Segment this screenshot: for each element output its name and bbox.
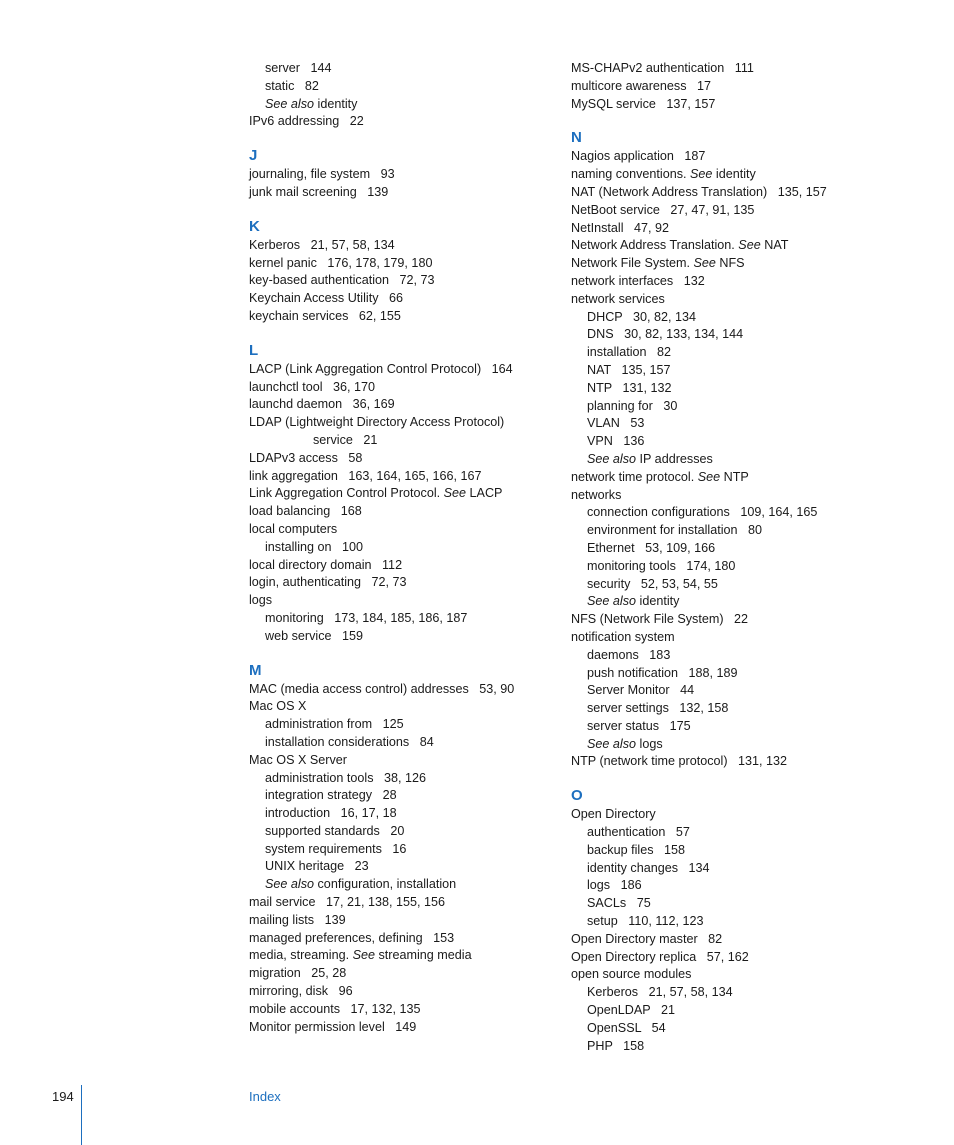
entry-text: environment for installation 80 <box>587 523 763 538</box>
index-entry <box>571 753 871 771</box>
index-entry <box>249 521 539 539</box>
entry-text: MAC (media access control) addresses 53, 90 <box>249 681 515 696</box>
index-entry <box>571 148 871 166</box>
index-entry <box>249 255 539 273</box>
index-subentry <box>571 504 871 522</box>
index-entry <box>571 949 871 967</box>
entry-text: MS-CHAPv2 authentication 111 <box>571 61 754 75</box>
entry-text: load balancing 168 <box>249 504 362 519</box>
entry-text: LDAP (Lightweight Directory Access Protocol) <box>249 415 505 430</box>
index-entry <box>249 272 539 290</box>
page-number: 194 <box>52 1089 74 1104</box>
entry-text: web service 159 <box>265 628 364 643</box>
entry-text: Mac OS X <box>249 699 307 714</box>
index-entry <box>249 184 539 202</box>
entry-text: UNIX heritage 23 <box>265 859 369 874</box>
index-subentry <box>571 1020 871 1038</box>
see-reference: See <box>690 167 713 182</box>
index-entry <box>571 78 871 96</box>
entry-text: planning for 30 <box>587 398 678 413</box>
entry-text: key-based authentication 72, 73 <box>249 273 435 288</box>
entry-text: login, authenticating 72, 73 <box>249 575 407 590</box>
index-letter-heading: K <box>249 217 260 235</box>
entry-text: mirroring, disk 96 <box>249 984 353 999</box>
entry-text: NAT 135, 157 <box>587 362 671 377</box>
entry-text: system requirements 16 <box>265 841 407 856</box>
index-subentry <box>571 984 871 1002</box>
entry-text: administration from 125 <box>265 717 404 732</box>
entry-text: mobile accounts 17, 132, 135 <box>249 1001 421 1016</box>
index-subentry <box>571 362 871 380</box>
index-letter-heading: N <box>571 129 582 147</box>
index-entry <box>249 912 539 930</box>
index-entry <box>249 468 539 486</box>
index-subentry <box>571 842 871 860</box>
index-entry <box>249 113 539 131</box>
index-subentry <box>571 877 871 895</box>
index-entry <box>249 361 539 379</box>
entry-text: security 52, 53, 54, 55 <box>587 576 718 591</box>
index-entry <box>571 60 871 78</box>
entry-text: backup files 158 <box>587 842 686 857</box>
index-subentry <box>571 913 871 931</box>
index-subentry <box>571 326 871 344</box>
entry-text: identity <box>636 594 680 609</box>
index-letter-heading: M <box>249 661 262 679</box>
entry-text: Open Directory <box>571 807 656 822</box>
entry-text: OpenSSL 54 <box>587 1020 666 1035</box>
entry-text: MySQL service 137, 157 <box>571 96 716 111</box>
index-subentry <box>571 718 871 736</box>
index-entry <box>571 202 871 220</box>
index-entry <box>571 273 871 291</box>
see-reference: See <box>738 238 761 253</box>
index-entry <box>249 965 539 983</box>
index-letter-heading: J <box>249 147 258 165</box>
index-subentry <box>571 824 871 842</box>
entry-text: open source modules <box>571 967 692 982</box>
index-subentry <box>249 432 539 450</box>
index-entry <box>249 379 539 397</box>
entry-text: NFS (Network File System) 22 <box>571 612 749 627</box>
entry-text: Monitor permission level 149 <box>249 1019 417 1034</box>
entry-text: mail service 17, 21, 138, 155, 156 <box>249 895 446 910</box>
see-reference: See <box>352 948 376 963</box>
entry-text: SACLs 75 <box>587 896 651 911</box>
entry-text: Open Directory master 82 <box>571 931 723 946</box>
entry-text: Mac OS X Server <box>249 752 347 767</box>
index-subentry <box>249 734 539 752</box>
entry-text: LACP (Link Aggregation Control Protocol) 164 <box>249 361 513 376</box>
entry-text: Link Aggregation Control Protocol. <box>249 486 444 501</box>
index-entry <box>249 414 539 432</box>
entry-text: identity <box>712 167 756 182</box>
index-letter-heading: O <box>571 787 583 805</box>
index-entry <box>249 450 539 468</box>
entry-text: naming conventions. <box>571 167 691 182</box>
entry-text: authentication 57 <box>587 825 690 840</box>
index-subentry <box>249 716 539 734</box>
see-reference: See also <box>265 877 315 892</box>
index-entry <box>571 184 871 202</box>
index-subentry <box>249 770 539 788</box>
entry-text: VPN 136 <box>587 434 645 449</box>
index-column-left <box>249 60 539 1036</box>
entry-text: IPv6 addressing 22 <box>249 114 364 129</box>
index-subentry <box>249 610 539 628</box>
footer-divider <box>81 1085 82 1145</box>
index-entry <box>571 931 871 949</box>
entry-text: NetInstall 47, 92 <box>571 220 670 235</box>
index-subentry <box>571 398 871 416</box>
entry-text: local computers <box>249 521 338 536</box>
index-entry <box>249 983 539 1001</box>
index-subentry <box>571 700 871 718</box>
index-subentry <box>249 858 539 876</box>
entry-text: NTP <box>720 469 749 484</box>
index-entry <box>571 237 871 255</box>
index-entry <box>571 966 871 984</box>
entry-text: setup 110, 112, 123 <box>587 914 704 929</box>
entry-text: static 82 <box>265 78 319 93</box>
entry-text: journaling, file system 93 <box>249 167 395 182</box>
index-entry <box>571 611 871 629</box>
index-entry <box>249 592 539 610</box>
entry-text: OpenLDAP 21 <box>587 1003 675 1018</box>
index-subentry <box>249 805 539 823</box>
index-subentry <box>249 78 539 96</box>
index-entry <box>571 96 871 114</box>
index-subentry <box>571 540 871 558</box>
entry-text: link aggregation 163, 164, 165, 166, 167 <box>249 468 482 483</box>
entry-text: supported standards 20 <box>265 823 405 838</box>
entry-text: push notification 188, 189 <box>587 665 738 680</box>
index-entry <box>249 698 539 716</box>
entry-text: server settings 132, 158 <box>587 701 729 716</box>
index-subentry <box>249 823 539 841</box>
entry-text: monitoring tools 174, 180 <box>587 558 736 573</box>
index-entry <box>249 930 539 948</box>
entry-text: installation 82 <box>587 345 672 360</box>
see-reference: See also <box>587 451 637 466</box>
entry-text: server status 175 <box>587 718 691 733</box>
index-entry <box>249 166 539 184</box>
entry-text: Kerberos 21, 57, 58, 134 <box>249 237 395 252</box>
entry-text: NFS <box>715 256 745 271</box>
entry-text: configuration, installation <box>314 877 457 892</box>
index-entry <box>249 485 539 503</box>
index-subentry <box>249 539 539 557</box>
entry-text: streaming media <box>375 948 472 963</box>
index-subentry <box>571 576 871 594</box>
entry-text: LDAPv3 access 58 <box>249 450 363 465</box>
see-reference: See <box>693 256 716 271</box>
index-entry <box>571 629 871 647</box>
index-subentry <box>571 665 871 683</box>
index-entry <box>249 894 539 912</box>
index-entry <box>571 487 871 505</box>
see-reference: See also <box>265 96 315 111</box>
entry-text: LACP <box>466 486 503 501</box>
entry-text: NTP 131, 132 <box>587 380 672 395</box>
index-subentry <box>571 736 871 754</box>
entry-text: IP addresses <box>636 451 713 466</box>
index-subentry <box>571 1002 871 1020</box>
index-subentry <box>249 876 539 894</box>
entry-text: managed preferences, defining 153 <box>249 930 455 945</box>
index-entry <box>571 166 871 184</box>
index-subentry <box>571 451 871 469</box>
index-subentry <box>249 96 539 114</box>
index-subentry <box>571 647 871 665</box>
index-subentry <box>571 593 871 611</box>
index-column-right <box>571 60 871 1055</box>
entry-text: installation considerations 84 <box>265 734 434 749</box>
index-entry <box>249 237 539 255</box>
entry-text: junk mail screening 139 <box>249 184 389 199</box>
entry-text: Kerberos 21, 57, 58, 134 <box>587 985 733 1000</box>
entry-text: network interfaces 132 <box>571 273 705 288</box>
entry-text: identity <box>314 96 358 111</box>
entry-text: DNS 30, 82, 133, 134, 144 <box>587 327 744 342</box>
entry-text: logs <box>636 736 663 751</box>
index-entry <box>249 1001 539 1019</box>
entry-text: launchctl tool 36, 170 <box>249 379 376 394</box>
index-subentry <box>571 415 871 433</box>
entry-text: network time protocol. <box>571 469 698 484</box>
entry-text: local directory domain 112 <box>249 557 403 572</box>
entry-text: Keychain Access Utility 66 <box>249 291 403 306</box>
entry-text: NTP (network time protocol) 131, 132 <box>571 754 788 769</box>
entry-text: network services <box>571 291 665 306</box>
index-subentry <box>571 682 871 700</box>
index-entry <box>249 503 539 521</box>
index-entry <box>249 752 539 770</box>
index-subentry <box>571 344 871 362</box>
index-entry <box>571 291 871 309</box>
entry-text: daemons 183 <box>587 647 671 662</box>
entry-text: keychain services 62, 155 <box>249 308 401 323</box>
see-reference: See also <box>587 736 637 751</box>
index-entry <box>571 806 871 824</box>
index-entry <box>249 574 539 592</box>
entry-text: integration strategy 28 <box>265 788 397 803</box>
entry-text: introduction 16, 17, 18 <box>265 806 397 821</box>
entry-text: networks <box>571 487 622 502</box>
entry-text: monitoring 173, 184, 185, 186, 187 <box>265 610 468 625</box>
entry-text: Nagios application 187 <box>571 149 706 164</box>
index-subentry <box>249 787 539 805</box>
entry-text: Ethernet 53, 109, 166 <box>587 540 716 555</box>
see-reference: See also <box>587 594 637 609</box>
entry-text: NAT (Network Address Translation) 135, 157 <box>571 184 827 199</box>
entry-text: notification system <box>571 629 675 644</box>
entry-text: logs <box>249 593 273 608</box>
index-entry <box>249 1019 539 1037</box>
index-subentry <box>571 522 871 540</box>
entry-text: service 21 <box>313 432 378 447</box>
entry-text: PHP 158 <box>587 1038 645 1053</box>
index-entry <box>249 557 539 575</box>
index-entry <box>249 947 539 965</box>
index-entry <box>249 396 539 414</box>
entry-text: logs 186 <box>587 878 642 893</box>
index-entry <box>249 308 539 326</box>
entry-text: migration 25, 28 <box>249 966 347 981</box>
index-subentry <box>571 558 871 576</box>
index-subentry <box>571 380 871 398</box>
section-title-link[interactable]: Index <box>249 1089 281 1104</box>
entry-text: NAT <box>760 238 789 253</box>
index-subentry <box>571 309 871 327</box>
index-entry <box>249 290 539 308</box>
entry-text: launchd daemon 36, 169 <box>249 397 395 412</box>
entry-text: Open Directory replica 57, 162 <box>571 949 749 964</box>
index-subentry <box>249 841 539 859</box>
index-entry <box>571 255 871 273</box>
index-subentry <box>571 433 871 451</box>
entry-text: kernel panic 176, 178, 179, 180 <box>249 255 433 270</box>
entry-text: mailing lists 139 <box>249 912 346 927</box>
index-entry <box>571 469 871 487</box>
entry-text: connection configurations 109, 164, 165 <box>587 505 818 520</box>
see-reference: See <box>443 486 467 501</box>
entry-text: NetBoot service 27, 47, 91, 135 <box>571 202 755 217</box>
index-subentry <box>249 628 539 646</box>
entry-text: administration tools 38, 126 <box>265 770 427 785</box>
index-letter-heading: L <box>249 341 259 359</box>
entry-text: installing on 100 <box>265 539 364 554</box>
entry-text: server 144 <box>265 61 332 75</box>
index-entry <box>571 220 871 238</box>
entry-text: Server Monitor 44 <box>587 683 695 698</box>
entry-text: Network File System. <box>571 256 694 271</box>
index-subentry <box>571 895 871 913</box>
entry-text: multicore awareness 17 <box>571 78 711 93</box>
entry-text: VLAN 53 <box>587 416 645 431</box>
entry-text: media, streaming. <box>249 948 353 963</box>
index-subentry <box>249 60 539 78</box>
index-entry <box>249 681 539 699</box>
entry-text: identity changes 134 <box>587 860 710 875</box>
index-subentry <box>571 860 871 878</box>
see-reference: See <box>697 469 721 484</box>
index-subentry <box>571 1038 871 1056</box>
entry-text: DHCP 30, 82, 134 <box>587 309 696 324</box>
entry-text: Network Address Translation. <box>571 238 739 253</box>
